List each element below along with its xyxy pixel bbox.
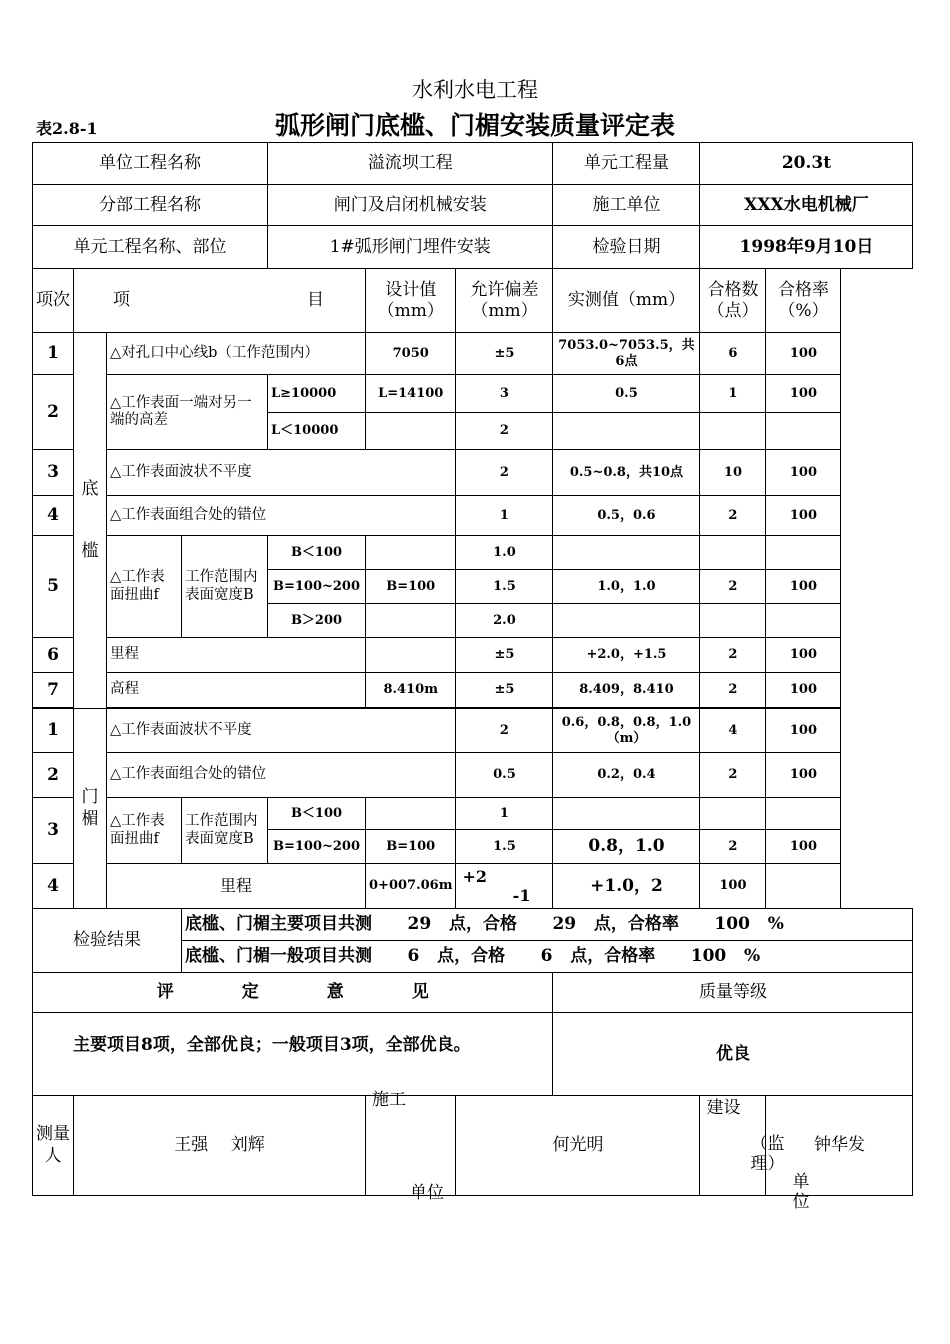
measured-value [553, 798, 700, 830]
owner-label-3: 单位 [792, 1172, 810, 1213]
tolerance-value: ±5 [456, 673, 553, 708]
sub-condition: L≥10000 [268, 375, 366, 413]
contractor-label-bottom: 单位 [410, 1182, 444, 1203]
item-name: △工作表面扭曲f [107, 798, 182, 864]
sub-condition: 工作范围内表面宽度B [182, 536, 268, 638]
pass-count [700, 798, 766, 830]
table-row [33, 333, 913, 375]
design-value: B=100 [366, 570, 456, 604]
evaluation-row [33, 1013, 913, 1096]
row-no: 3 [33, 798, 74, 864]
table-row [33, 673, 913, 708]
table-row [33, 450, 913, 496]
element-qty-label: 单元工程量 [553, 143, 700, 185]
col-item [74, 269, 366, 333]
col-pass-count: 合格数（点） [700, 269, 766, 333]
info-row [33, 143, 913, 185]
row-no: 7 [33, 673, 74, 708]
tolerance-value: 0.5 [456, 753, 553, 798]
result-general-pass-text: 点，合格 [437, 946, 506, 967]
tolerance-value: 1.5 [456, 570, 553, 604]
design-value: 0+007.06m [366, 864, 456, 909]
pass-count: 2 [700, 673, 766, 708]
pass-count: 6 [700, 333, 766, 375]
result-general-prefix: 底槛、门楣一般项目共测 [185, 946, 372, 967]
lintel-group-label [74, 709, 107, 909]
sub-project-label: 分部工程名称 [33, 185, 268, 226]
result-general-line [182, 941, 913, 973]
row-no: 5 [33, 536, 74, 638]
result-label: 检验结果 [33, 909, 182, 973]
result-main-pass: 29 [552, 914, 577, 935]
design-value: 7050 [366, 333, 456, 375]
measured-value [553, 413, 700, 450]
col-measured: 实测值（mm） [553, 269, 700, 333]
unit-project-label: 单位工程名称 [33, 143, 268, 185]
table-row [33, 536, 913, 570]
pass-rate [766, 604, 841, 638]
item-name: 高程 [107, 673, 366, 708]
grade-value: 优良 [553, 1013, 913, 1096]
tolerance-value [456, 864, 553, 909]
pass-rate: 100 [766, 673, 841, 708]
col-seq: 项次 [33, 269, 74, 333]
result-main-rate: 100 [714, 914, 750, 935]
sill-label-1: 底 [81, 479, 99, 500]
tolerance-value: 2 [456, 413, 553, 450]
col-pass-rate: 合格率（%） [766, 269, 841, 333]
pass-rate: 100 [766, 450, 841, 496]
tolerance-value: ±5 [456, 333, 553, 375]
info-row [33, 185, 913, 226]
tolerance-value: 3 [456, 375, 553, 413]
element-name-label: 单元工程名称、部位 [33, 226, 268, 269]
tolerance-value: 1.5 [456, 830, 553, 864]
item-name: 里程 [107, 638, 366, 673]
unit-project-value: 溢流坝工程 [268, 143, 553, 185]
measured-value [553, 604, 700, 638]
element-qty-value: 20.3t [700, 143, 913, 185]
width-range: B=100~200 [268, 830, 366, 864]
table-row [33, 753, 913, 798]
pass-count: 2 [700, 496, 766, 536]
pass-count: 1 [700, 375, 766, 413]
element-name-value: 1#弧形闸门埋件安装 [268, 226, 553, 269]
result-main-total: 29 [407, 914, 432, 935]
pass-count [700, 413, 766, 450]
item-name: △工作表面组合处的错位 [107, 753, 456, 798]
form-title: 弧形闸门底槛、门楣安装质量评定表 [274, 111, 675, 140]
item-name: △工作表面波状不平度 [107, 709, 456, 753]
lintel-label-1: 门 [81, 787, 99, 808]
inspection-date-value: 1998年9月10日 [700, 226, 913, 269]
contractor-label-top: 施工 [372, 1090, 406, 1110]
row-no: 2 [33, 375, 74, 450]
surveyor-names: 王强 刘辉 [74, 1096, 366, 1196]
grade-header: 质量等级 [553, 973, 913, 1013]
table-row [33, 798, 913, 830]
pass-rate: 100 [766, 375, 841, 413]
design-value: B=100 [366, 830, 456, 864]
tolerance-value: 1 [456, 496, 553, 536]
design-value: L=14100 [366, 375, 456, 413]
table-row [33, 709, 913, 753]
owner-label-1: 建设 [706, 1098, 741, 1118]
row-no: 2 [33, 753, 74, 798]
inspection-date-label: 检验日期 [553, 226, 700, 269]
tolerance-value: 1.0 [456, 536, 553, 570]
pass-count: 2 [700, 753, 766, 798]
tolerance-value: 2 [456, 450, 553, 496]
pass-rate: 100 [766, 830, 841, 864]
pass-count: 4 [700, 709, 766, 753]
result-general-pass: 6 [540, 946, 553, 967]
row-no: 3 [33, 450, 74, 496]
pass-rate: 100 [766, 333, 841, 375]
design-value [366, 604, 456, 638]
design-value [366, 798, 456, 830]
pass-count: 2 [700, 570, 766, 604]
pass-rate: 100 [766, 570, 841, 604]
tolerance-value: ±5 [456, 638, 553, 673]
design-value: 8.410m [366, 673, 456, 708]
table-number: 表2.8-1 [36, 119, 98, 138]
measured-value: 0.5~0.8，共10点 [553, 450, 700, 496]
measured-value: 1.0，1.0 [553, 570, 700, 604]
width-range: B＜100 [268, 798, 366, 830]
result-general-total: 6 [407, 946, 420, 967]
opinion-header: 评 定 意 见 [33, 973, 553, 1013]
col-design: 设计值（mm） [366, 269, 456, 333]
pass-rate [766, 864, 841, 909]
result-main-line [182, 909, 913, 941]
table-row [33, 864, 913, 909]
pass-count: 100 [700, 864, 766, 909]
measured-value: 0.8，1.0 [553, 830, 700, 864]
sub-project-value: 闸门及启闭机械安装 [268, 185, 553, 226]
pass-count [700, 604, 766, 638]
result-general-pct: % [744, 946, 761, 967]
pass-rate [766, 798, 841, 830]
pass-count: 10 [700, 450, 766, 496]
item-name: △工作表面扭曲f [107, 536, 182, 638]
measured-value: 7053.0~7053.5，共6点 [553, 333, 700, 375]
col-tolerance: 允许偏差（mm） [456, 269, 553, 333]
evaluation-table [32, 142, 913, 1213]
pass-count: 2 [700, 830, 766, 864]
opinion-text: 主要项目8项，全部优良；一般项目3项，全部优良。 [33, 1013, 553, 1096]
owner-label-2: （监理） [750, 1134, 785, 1175]
table-row [33, 638, 913, 673]
measured-value: 0.6，0.8，0.8，1.0（m） [553, 709, 700, 753]
lintel-label-2: 楣 [81, 808, 99, 829]
tolerance-value: 1 [456, 798, 553, 830]
row-no: 4 [33, 496, 74, 536]
width-range: B＜100 [268, 536, 366, 570]
result-general-rate-text: 点，合格率 [570, 946, 656, 967]
item-name: △对孔口中心线b（工作范围内） [107, 333, 366, 375]
width-range: B＞200 [268, 604, 366, 638]
row-no: 1 [33, 709, 74, 753]
design-value [366, 638, 456, 673]
surveyor-label: 测量人 [33, 1096, 74, 1196]
row-no: 6 [33, 638, 74, 673]
sill-label-2: 槛 [81, 540, 99, 561]
result-main-pct: % [767, 914, 784, 935]
item-name: △工作表面波状不平度 [107, 450, 456, 496]
sub-condition: L＜10000 [268, 413, 366, 450]
owner-sign-label [700, 1096, 810, 1213]
pass-rate: 100 [766, 638, 841, 673]
info-row [33, 226, 913, 269]
contractor-value: XXX水电机械厂 [700, 185, 913, 226]
item-name: △工作表面组合处的错位 [107, 496, 456, 536]
pass-rate [766, 536, 841, 570]
table-row [33, 375, 913, 413]
result-general-rate: 100 [690, 946, 727, 967]
measured-value: 0.2，0.4 [553, 753, 700, 798]
org-title: 水利水电工程 [412, 78, 538, 102]
measured-value: +2.0，+1.5 [553, 638, 700, 673]
pass-count: 2 [700, 638, 766, 673]
width-range: B=100~200 [268, 570, 366, 604]
result-row [33, 909, 913, 941]
col-item-a: 项 [113, 290, 130, 311]
design-value [366, 413, 456, 450]
pass-rate [766, 413, 841, 450]
row-no: 4 [33, 864, 74, 909]
design-value [366, 536, 456, 570]
tolerance-minus: -1 [512, 886, 531, 905]
item-name: 里程 [107, 864, 366, 909]
pass-count [700, 536, 766, 570]
measured-value [553, 536, 700, 570]
signature-row [33, 1096, 913, 1196]
tolerance-plus: +2 [462, 866, 487, 886]
evaluation-header-row [33, 973, 913, 1013]
table-row [33, 496, 913, 536]
col-item-b: 目 [307, 290, 324, 311]
pass-rate: 100 [766, 709, 841, 753]
contractor-sign-label [366, 1090, 456, 1203]
sill-group-label [74, 333, 107, 709]
row-no: 1 [33, 333, 74, 375]
owner-person: 钟华发 [766, 1096, 913, 1196]
item-name: △工作表面一端对另一端的高差 [107, 375, 268, 450]
measured-value: 0.5，0.6 [553, 496, 700, 536]
column-header-row [33, 269, 913, 333]
sub-condition: 工作范围内表面宽度B [182, 798, 268, 864]
result-main-rate-text: 点，合格率 [593, 914, 679, 935]
contractor-person: 何光明 [456, 1096, 700, 1196]
tolerance-value: 2 [456, 709, 553, 753]
measured-value: 8.409，8.410 [553, 673, 700, 708]
measured-value: 0.5 [553, 375, 700, 413]
tolerance-value: 2.0 [456, 604, 553, 638]
result-main-prefix: 底槛、门楣主要项目共测 [185, 914, 372, 935]
contractor-label: 施工单位 [553, 185, 700, 226]
measured-value: +1.0，2 [553, 864, 700, 909]
pass-rate: 100 [766, 496, 841, 536]
pass-rate: 100 [766, 753, 841, 798]
result-main-pass-text: 点，合格 [448, 914, 517, 935]
